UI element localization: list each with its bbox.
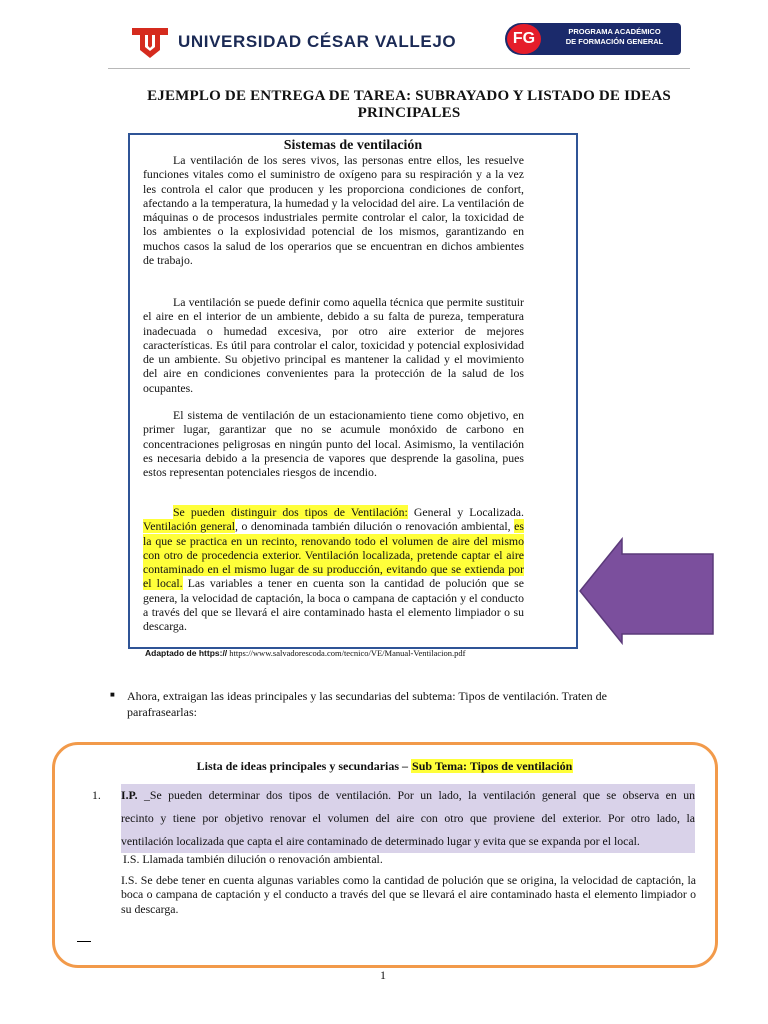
main-idea-label: I.P. [121, 788, 138, 802]
reading-paragraph-1: La ventilación de los seres vivos, las personas entre ellos, les resuelve funciones vitales como el suministro de oxígeno para su respiración y a la vez les controla el calor que producen y les proporciona condiciones de confort, afectando a la temperatura, la humedad y la velocidad del aire. La ventilación de máquinas o de procesos industriales permite controlar el calor, la toxicidad de los ambientes o la explosividad potencial de los mismos, garantizando en muchos casos la salud de los operarios que se encuentran en dichos ambientes de trabajo. [143, 153, 524, 268]
main-idea-block [121, 784, 695, 853]
text-segment: General y Localizada. [407, 505, 524, 519]
reading-paragraph-3: El sistema de ventilación de un estacionamiento tiene como objetivo, en primer lugar, garantizar que no se acumule monóxido de carbono en concentraciones peligrosas en ningún punto del local. Asimismo, la ventilación es necesaria debido a la presencia de vapores que desprende la gasolina, pues estos representan potenciales riesgos de incendio. [143, 408, 524, 480]
secondary-idea-2: I.S. Se debe tener en cuenta algunas variables como la cantidad de polución que se origina, la velocidad de captación, la boca o campana de captación y el conducto a través del que se llevará el aire contaminado hasta el elemento limpiador o su descarga. [121, 873, 696, 916]
answer-line [77, 941, 91, 942]
program-name [552, 27, 677, 47]
source-label: Adaptado de https:// [145, 648, 228, 658]
bullet-icon: ■ [110, 690, 115, 699]
list-title-prefix: Lista de ideas principales y secundarias – [196, 759, 412, 773]
highlight-definitions: es la que se practica en un recinto, renovando todo el volumen de aire del mismo con otro de procedencia exterior. Ventilación localizada, pretende captar el aire contaminado en el mismo lugar de su producción, evitando que se extienda por el local. [143, 519, 524, 591]
main-idea-text: _Se pueden determinar dos tipos de ventilación. Por un lado, la ventilación general que se observa en un [137, 788, 695, 802]
main-idea-line-2: recinto y tiene por objetivo renovar el volumen del aire con otro que proviene del exterior. Por otro lado, la [121, 811, 695, 825]
highlight-types: Se pueden distinguir dos tipos de Ventilación: [173, 505, 408, 519]
program-line-1: PROGRAMA ACADÉMICO [568, 27, 661, 36]
text-segment: , o denominada también dilución o renovación ambiental, [234, 519, 515, 534]
instruction-text: Ahora, extraigan las ideas principales y las secundarias del subtema: Tipos de ventilación. Traten de parafrasearlas: [127, 689, 607, 719]
page-title: EJEMPLO DE ENTREGA DE TAREA: SUBRAYADO Y LISTADO DE IDEAS PRINCIPALES [147, 88, 671, 121]
reading-paragraph-4 [143, 505, 524, 634]
list-title-highlight: Sub Tema: Tipos de ventilación [412, 759, 573, 773]
left-arrow-icon [578, 537, 715, 645]
page-number: 1 [380, 968, 386, 982]
item-number: 1. [92, 788, 101, 802]
fg-logo-icon: FG [507, 24, 541, 54]
secondary-idea-1: I.S. Llamada también dilución o renovación ambiental. [123, 852, 383, 866]
ideas-list-box [52, 742, 718, 968]
source-citation [145, 648, 466, 658]
header-divider [108, 68, 690, 69]
text-segment: Las variables a tener en cuenta son la cantidad de polución que se genera, la velocidad de captación, la boca o campana de captación y el conducto a través del que se llevará el aire contaminado hasta el elemento limpiador o su descarga. [143, 576, 524, 634]
main-idea-line-3: ventilación localizada que capta el aire contaminado de determinado lugar y evita que se expanda por el local. [121, 834, 640, 848]
highlight-general: Ventilación general [143, 519, 235, 534]
main-idea-line-1 [121, 784, 695, 807]
source-url[interactable]: https://www.salvadorescoda.com/tecnico/VE/Manual-Ventilacion.pdf [227, 648, 466, 658]
ucv-logo-icon [130, 26, 170, 60]
reading-frame [128, 133, 578, 649]
reading-paragraph-2: La ventilación se puede definir como aquella técnica que permite sustituir el aire en el interior de un ambiente, debido a su falta de pureza, temperatura inadecuada o humedad excesiva, por otro aire exterior de mejores características. Es útil para controlar el calor, toxicidad y potencial explosividad de un ambiente. Su objetivo principal es mantener la calidad y el movimiento del aire en condiciones convenientes para la protección de la salud de los ocupantes. [143, 295, 524, 395]
list-title [55, 759, 715, 774]
reading-title: Sistemas de ventilación [283, 138, 423, 153]
program-line-2: DE FORMACIÓN GENERAL [565, 37, 664, 46]
university-name: UNIVERSIDAD CÉSAR VALLEJO [178, 32, 457, 51]
